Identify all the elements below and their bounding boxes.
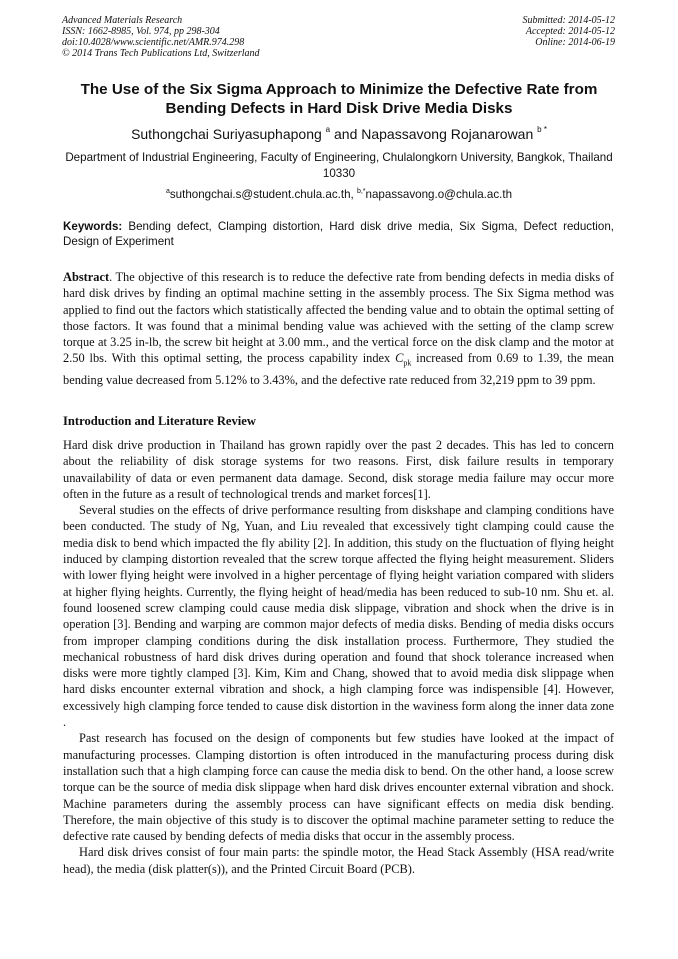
author-conjunction: and [330, 126, 362, 142]
submitted-date: Submitted: 2014-05-12 [522, 15, 615, 26]
email-2-mark: b,* [356, 188, 366, 195]
email-2: napassavong.o@chula.ac.th [365, 188, 513, 201]
paper-title: The Use of the Six Sigma Approach to Minimize the Defective Rate from Bending Defects in Hard Disk Drive Media Disks [80, 81, 598, 117]
keywords-block [63, 220, 614, 249]
author-2-name: Napassavong Rojanarowan [361, 126, 534, 142]
publication-dates [523, 15, 616, 48]
journal-name: Advanced Materials Research [62, 15, 183, 26]
email-1: suthongchai.s@student.chula.ac.th, [169, 188, 357, 201]
abstract-text-part-2: increased from 0.69 to 1.39, the mean bending value decreased from 5.12% to 3.43%, and the defective rate reduced from 32,219 ppm to 39 ppm. [63, 351, 614, 388]
intro-paragraph: Several studies on the effects of drive performance resulting from diskshape and clamping conditions have been conducted. The study of Ng, Yuan, and Liu revealed that excessively tight clamping could cause the media disk to bend which impacted the fly ability [2]. In addition, this study on the fluctuation of flying height induced by clamping distortion revealed that the screw torque affected the flying height measurement. Sliders with lower flying height were involved in a higher percentage of flying height variation compared with sliders at higher flying heights. Currently, the flying height of head/media has been reduced to sub-10 nm. Shu et. al. found loosened screw clamping could cause media disk slippage, vibration and shock when the drive is in operation [3]. Bending and warping are common major defects of media disks. Bending of media disks occurs from improper clamping conditions during the disk installation process. Furthermore, They studied the mechanical robustness of hard disk drives during operation and found that shock tolerance increased when disks were more tightly clamped [3]. Kim, Kim and Chang, showed that to avoid media disk slippage when hard disks encounter external vibration and shock, a high clamping force was indispensible [4]. However, excessively high clamping force tended to cause disk distortion in the waviness form along the inner data zone . [63, 503, 614, 730]
author-1-mark: a [325, 125, 331, 134]
journal-doi: doi:10.4028/www.scientific.net/AMR.974.298 [62, 37, 245, 48]
intro-paragraph: Hard disk drive production in Thailand has grown rapidly over the past 2 decades. This has led to concern about the reliability of disk storage systems for two reasons. First, disk failure results in temporary unavailability of data or even permanent data damage. Second, disk storage media failure may occur more often in the future as a result of technological trends and market forces[1]. [63, 438, 614, 501]
keywords-text: Bending defect, Clamping distortion, Hard disk drive media, Six Sigma, Defect reduction, Design of Experiment [63, 220, 614, 248]
accepted-date: Accepted: 2014-05-12 [525, 26, 615, 37]
cpk-subscript: pk [403, 358, 412, 368]
section-heading-introduction: Introduction and Literature Review [63, 414, 256, 428]
author-emails [40, 185, 638, 202]
introduction-body [63, 437, 614, 877]
keywords-label: Keywords: [63, 220, 123, 233]
abstract-text-part-1: . The objective of this research is to reduce the defective rate from bending defects in media disks of hard disk drives by finding an optimal machine setting in the assembly process. The Six Sigma method was applied to find out the factors which statistically affected the bending value and to obtain the optimal setting of those factors. It was found that a minimal bending value was achieved with the setting of the clamp screw torque at 3.25 in-lb, the screw bit height at 3.00 mm., and the vertical force on the disk clamp and the motor at 2.50 lbs. With this optimal setting, the process capability index [63, 270, 614, 366]
cpk-symbol: $C_{pk}$ [395, 351, 412, 368]
abstract-block [63, 269, 614, 389]
intro-paragraph: Past research has focused on the design of components but few studies have looked at the impact of manufacturing processes. Clamping distortion is often introduced in the manufacturing process during disk installation such that a high clamping force can cause the media disk to bend. On the other hand, a loose screw torque can be the source of media disk slippage when hard disk drives encounter external vibration and shock. Machine parameters during the assembly process can have significant effects on media disk bending. Therefore, the main objective of this study is to discover the optimal machine parameter setting to reduce the defective rate caused by bending defects of media disks that occur in the assembly process. [63, 731, 614, 844]
journal-header [62, 15, 260, 59]
copyright-notice: © 2014 Trans Tech Publications Ltd, Switzerland [62, 48, 260, 59]
author-1-name: Suthongchai Suriyasuphapong [131, 126, 322, 142]
journal-issn: ISSN: 1662-8985, Vol. 974, pp 298-304 [62, 26, 220, 37]
author-line [40, 121, 638, 143]
intro-paragraph: Hard disk drives consist of four main parts: the spindle motor, the Head Stack Assembly (HSA read/write head), the media (disk platter(s)), and the Printed Circuit Board (PCB). [63, 845, 614, 876]
affiliation: Department of Industrial Engineering, Faculty of Engineering, Chulalongkorn University, Bangkok, Thailand 10330 [65, 151, 613, 180]
email-1-mark: a [165, 188, 170, 195]
online-date: Online: 2014-06-19 [535, 37, 615, 48]
author-2-mark: b * [537, 125, 547, 134]
abstract-label: Abstract [63, 270, 110, 284]
